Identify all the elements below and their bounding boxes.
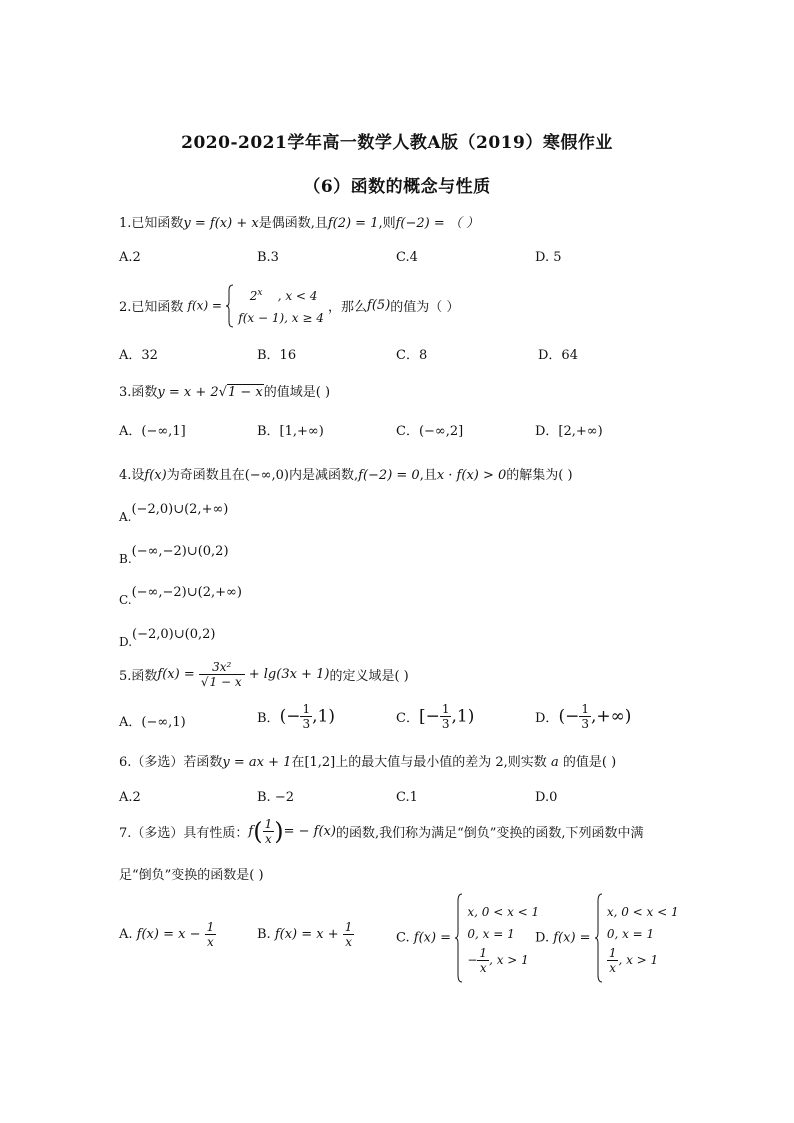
- q6-stem-pre: 6.（多选）若函数: [119, 755, 223, 770]
- q5-option-b-den: 3: [302, 717, 311, 731]
- q4-option-d-label: D.: [119, 635, 133, 649]
- q5-option-c: [396, 702, 474, 731]
- q7-option-d-label: D.: [535, 930, 550, 946]
- q7-option-d-case-1: x, 0 < x < 1: [606, 905, 679, 919]
- q7-option-c-case-3-den: x: [479, 961, 487, 975]
- q7-option-c-case-3-cond: , x > 1: [489, 953, 529, 967]
- q5-option-d-left: (−: [558, 706, 580, 727]
- q6-stem-mid: 在: [291, 755, 305, 770]
- q5-option-d-den: 3: [581, 717, 589, 731]
- q4-p4: ,且: [419, 468, 437, 483]
- q2-option-a: A．32: [119, 348, 158, 363]
- q2-case-1-cond: , x < 4: [277, 289, 318, 303]
- q7-num: 1: [264, 817, 273, 831]
- left-brace-icon: [226, 284, 234, 328]
- question-7: [119, 817, 644, 846]
- q5-option-d-right: ,+∞): [590, 706, 632, 727]
- q5-radicand: 1 − x: [209, 675, 242, 689]
- q5-option-d-fraction: [579, 702, 591, 731]
- q7-right-paren: ): [274, 817, 284, 846]
- q7-f: f: [248, 824, 254, 839]
- q7-option-d-case-2: 0, x = 1: [606, 927, 655, 941]
- question-3: [119, 381, 330, 400]
- q1-stem-post: ,则: [378, 216, 396, 231]
- q7-option-b-label: B.: [257, 927, 271, 942]
- q2-stem-pre: 2.已知函数: [119, 300, 184, 315]
- q4-option-b-label: B.: [119, 552, 132, 566]
- q7-option-d-case-3-cond: , x > 1: [618, 953, 659, 967]
- q4-option-d: [119, 627, 216, 649]
- q2-question: f(5): [367, 298, 391, 313]
- q4-option-a-text: (−2,0)∪(2,+∞): [131, 502, 229, 517]
- q4-option-b: [119, 544, 229, 566]
- q7-stem-post: 的函数,我们称为满足“倒负”变换的函数,下列函数中满: [335, 826, 644, 841]
- q2-option-c: C．8: [396, 348, 428, 363]
- q7-option-a: [119, 920, 216, 949]
- q7-left-paren: (: [253, 817, 263, 846]
- q4-p2: 为奇函数且在: [166, 468, 245, 483]
- question-1: [119, 212, 479, 231]
- q7-option-d-case-3: [607, 945, 679, 975]
- q4-f2: (−∞,0): [244, 468, 289, 483]
- q4-f1: f(x): [144, 468, 167, 483]
- question-4: [119, 464, 573, 483]
- title-line-2: （6）函数的概念与性质: [303, 177, 491, 197]
- q3-option-c: C．(−∞,2]: [396, 424, 464, 439]
- q5-option-c-fraction: [440, 702, 452, 731]
- q7-den: x: [265, 832, 272, 846]
- q5-option-b-left: (−: [279, 706, 301, 727]
- q7-option-c: [396, 893, 539, 983]
- q6-interval: [1,2]: [304, 755, 336, 770]
- q7-option-a-label: A.: [119, 927, 133, 942]
- q7-option-b-fraction: [343, 920, 355, 949]
- q5-option-a: A．(−∞,1): [119, 715, 186, 730]
- q6-stem-end: 的值是( ): [562, 755, 617, 770]
- q3-option-d: D．[2,+∞): [535, 424, 603, 439]
- q1-function: y = f(x) + x: [183, 216, 259, 231]
- q6-option-b: B. −2: [257, 790, 294, 805]
- q7-option-d-case-3-den: x: [609, 961, 617, 975]
- q5-option-c-left: [−: [418, 706, 440, 727]
- q4-p3: 内是减函数,: [289, 468, 359, 483]
- q7-option-b: [257, 920, 354, 949]
- q3-stem-post: 的值域是( ): [263, 385, 331, 400]
- q5-option-c-den: 3: [441, 717, 450, 731]
- q4-option-b-text: (−∞,−2)∪(0,2): [131, 544, 229, 559]
- q2-fx: f(x) =: [187, 298, 222, 313]
- q4-option-d-text: (−2,0)∪(0,2): [132, 627, 216, 642]
- q5-fraction: [199, 660, 245, 689]
- q7-stem-pre: 7.（多选）具有性质：: [119, 826, 249, 841]
- q7-eq: = − f(x): [283, 824, 336, 839]
- q4-option-a: [119, 502, 229, 524]
- q5-option-b-label: B．: [257, 711, 280, 726]
- q5-fx: f(x) =: [157, 667, 195, 682]
- q6-option-d: D.0: [535, 790, 558, 805]
- q5-option-b-fraction: [300, 702, 312, 731]
- q7-option-d-case-3-num: 1: [608, 946, 617, 960]
- q1-stem-mid: 是偶函数,且: [258, 216, 328, 231]
- q5-option-b-num: 1: [302, 702, 311, 716]
- q2-stem-end: 的值为（ ）: [390, 300, 460, 315]
- q5-option-b-right: ,1): [312, 706, 335, 727]
- q1-option-a: A.2: [119, 250, 141, 265]
- question-6: [119, 751, 616, 770]
- title-line-1: 2020-2021学年高一数学人教A版（2019）寒假作业: [181, 133, 613, 153]
- q2-stem-post: ，那么: [328, 300, 368, 315]
- q4-p5: 的解集为( ): [506, 468, 573, 483]
- q5-option-c-num: 1: [441, 702, 450, 716]
- q1-question: f(−2) = （ ）: [395, 216, 480, 231]
- q3-function: y = x + 2: [157, 385, 219, 400]
- q3-stem-pre: 3.函数: [119, 385, 158, 400]
- q7-option-c-case-3: [467, 945, 539, 975]
- q4-option-c-text: (−∞,−2)∪(2,+∞): [131, 585, 242, 600]
- q4-option-a-label: A.: [119, 510, 132, 524]
- q5-option-d-label: D．: [535, 711, 559, 726]
- q7-option-c-case-3-minus: −: [467, 953, 478, 967]
- question-2: [119, 282, 459, 329]
- sqrt-icon: √: [218, 385, 227, 400]
- q4-p1: 4.设: [119, 468, 145, 483]
- q7-option-a-num: 1: [206, 920, 215, 934]
- q3-option-b: B．[1,+∞): [257, 424, 324, 439]
- q5-option-c-label: C．: [396, 711, 419, 726]
- q5-rest: + lg(3x + 1): [248, 667, 330, 682]
- q5-numerator: 3x²: [199, 660, 245, 675]
- q1-stem-pre: 1.已知函数: [119, 216, 184, 231]
- q4-option-c-label: C.: [119, 593, 132, 607]
- q3-option-a: A．(−∞,1]: [119, 424, 186, 439]
- q7-option-d-f: f(x) =: [553, 930, 591, 946]
- left-brace-icon: [455, 893, 463, 983]
- q2-case-2: f(x − 1), x ≥ 4: [238, 311, 324, 325]
- q4-f4: x · f(x) > 0: [436, 468, 507, 483]
- q7-fraction: [263, 817, 275, 846]
- q7-option-c-label: C.: [396, 930, 410, 946]
- q5-option-c-right: ,1): [451, 706, 475, 727]
- q7-option-c-cases: [467, 901, 539, 975]
- q7-option-c-case-1: x, 0 < x < 1: [467, 905, 540, 919]
- q2-case-1-base: 2: [249, 289, 258, 303]
- q2-option-d: D．64: [538, 348, 578, 363]
- q2-case-1-exp: x: [257, 288, 263, 298]
- q6-stem-post: 上的最大值与最小值的差为 2,则实数: [335, 755, 547, 770]
- q7-option-a-fraction: [205, 920, 217, 949]
- q5-stem-pre: 5.函数: [119, 669, 158, 684]
- q5-denominator: √1 − x: [200, 675, 242, 689]
- q2-case-1: [238, 282, 324, 307]
- q7-option-c-case-3-num: 1: [479, 946, 488, 960]
- q1-option-d: D. 5: [535, 250, 562, 265]
- q2-option-b: B．16: [257, 348, 297, 363]
- q7-option-c-case-2: 0, x = 1: [467, 927, 515, 941]
- q7-option-a-f: f(x) = x −: [136, 927, 201, 942]
- q1-option-b: B.3: [257, 250, 279, 265]
- question-5: [119, 660, 409, 689]
- q6-option-c: C.1: [396, 790, 418, 805]
- q7-option-a-den: x: [207, 935, 214, 949]
- q6-variable-a: a: [550, 755, 559, 770]
- q3-radicand: 1 − x: [227, 385, 263, 400]
- q7-option-b-f: f(x) = x +: [274, 927, 339, 942]
- q5-option-b: [257, 702, 335, 731]
- q7-option-b-den: x: [345, 935, 352, 949]
- q5-stem-post: 的定义域是( ): [329, 669, 409, 684]
- left-brace-icon: [595, 893, 603, 983]
- q5-option-d: [535, 702, 631, 731]
- q7-stem-line-2: 足“倒负”变换的函数是( ): [119, 868, 264, 883]
- q6-option-a: A.2: [119, 790, 141, 805]
- q1-option-c: C.4: [396, 250, 418, 265]
- q7-option-d-cases: [607, 901, 679, 975]
- q2-cases: [238, 282, 324, 329]
- q7-option-b-num: 1: [344, 920, 353, 934]
- q7-option-c-f: f(x) =: [413, 930, 452, 946]
- q6-function: y = ax + 1: [222, 755, 292, 770]
- q5-option-d-num: 1: [581, 702, 589, 716]
- q7-option-d: [535, 893, 679, 983]
- q1-condition: f(2) = 1: [327, 216, 379, 231]
- q4-f3: f(−2) = 0: [358, 468, 420, 483]
- q4-option-c: [119, 585, 242, 607]
